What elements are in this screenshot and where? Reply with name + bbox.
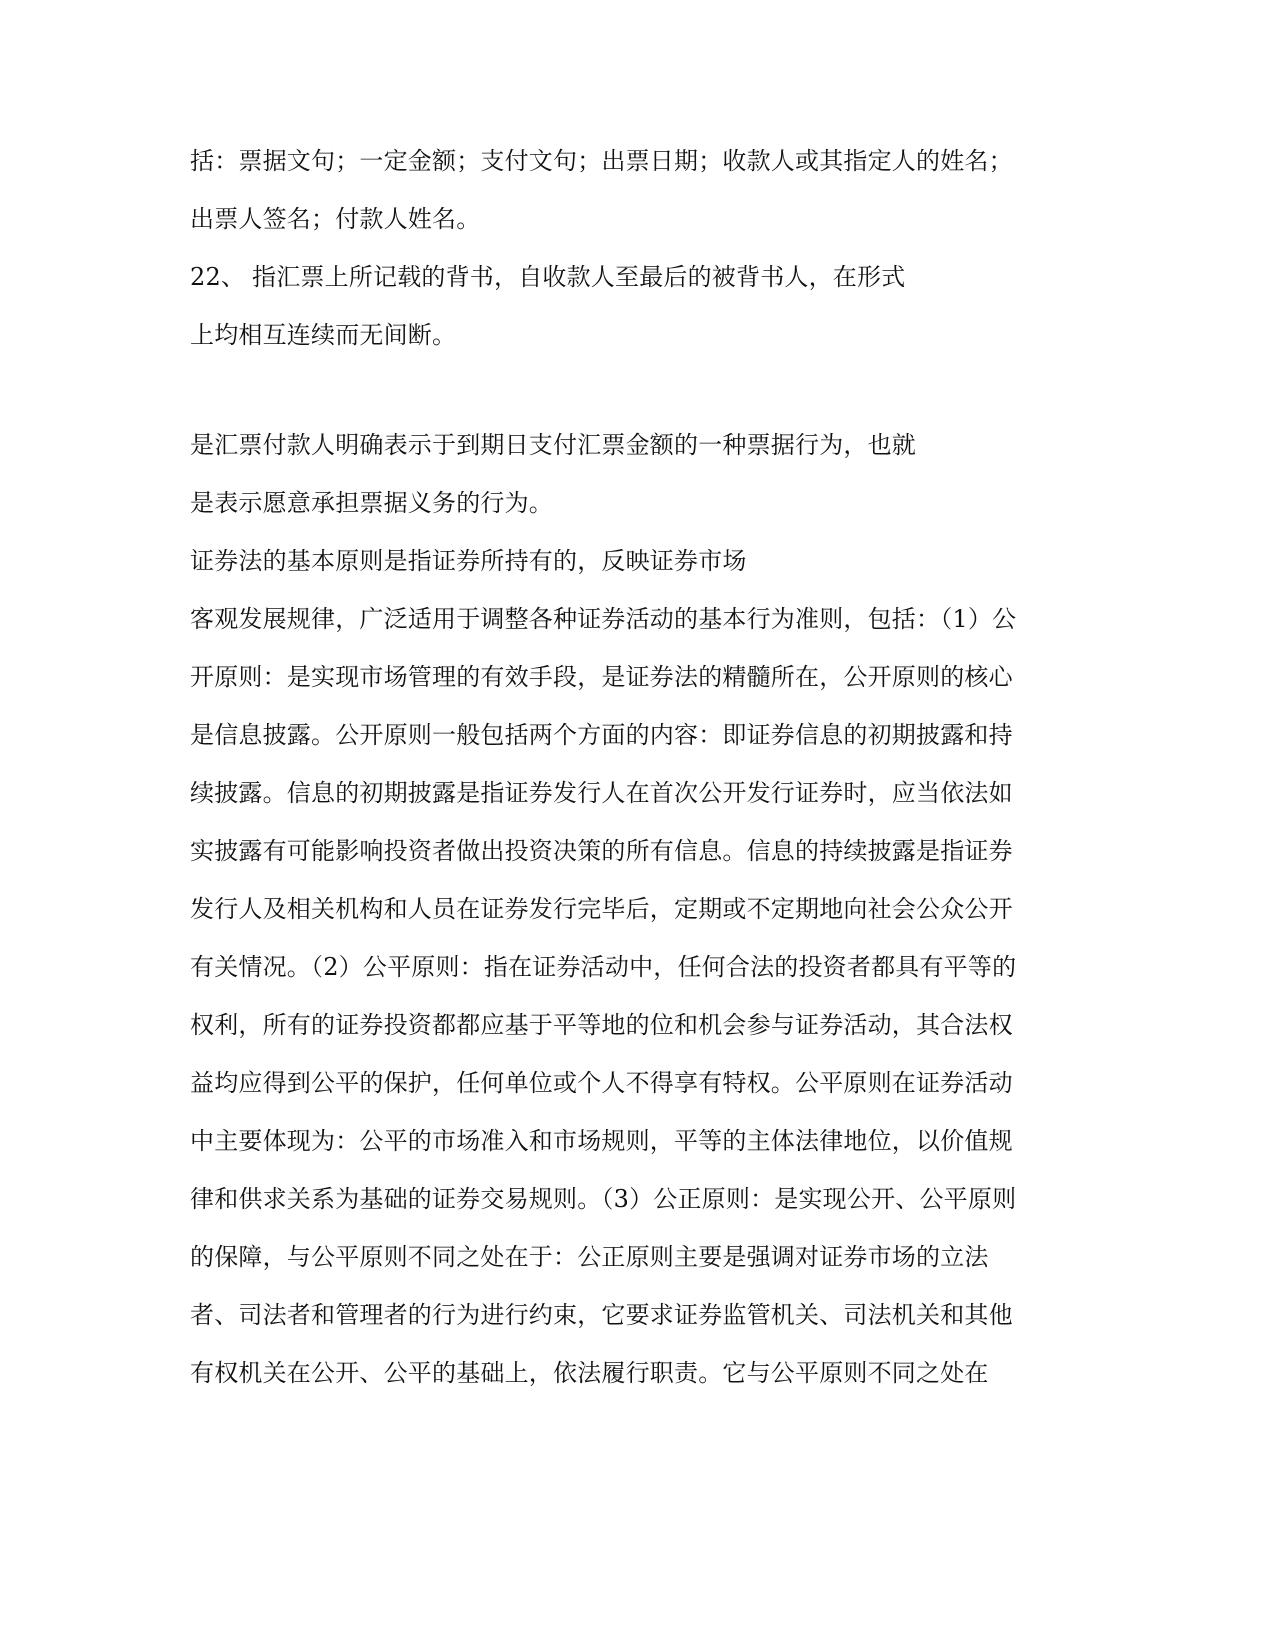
list-item-number: 22、 — [190, 263, 246, 291]
paragraph-line: 实披露有可能影响投资者做出投资决策的所有信息。信息的持续披露是指证券 — [190, 837, 1013, 865]
paragraph-line: 出票人签名；付款人姓名。 — [190, 205, 481, 233]
paragraph-line: 权利，所有的证券投资都都应基于平等地的位和机会参与证券活动，其合法权 — [190, 1011, 1013, 1039]
paragraph-line: 是表示愿意承担票据义务的行为。 — [190, 489, 553, 517]
paragraph-line: 是汇票付款人明确表示于到期日支付汇票金额的一种票据行为，也就 — [190, 431, 916, 459]
paragraph-line: 指汇票上所记载的背书，自收款人至最后的被背书人，在形式 — [252, 263, 906, 291]
paragraph-line: 益均应得到公平的保护，任何单位或个人不得享有特权。公平原则在证券活动 — [190, 1069, 1013, 1097]
paragraph-line: 上均相互连续而无间断。 — [190, 321, 457, 349]
paragraph-line: 证券法的基本原则是指证券所持有的，反映证券市场 — [190, 547, 747, 575]
paragraph-line: 开原则：是实现市场管理的有效手段，是证券法的精髓所在，公开原则的核心 — [190, 663, 1013, 691]
paragraph-line: 有关情况。（2）公平原则：指在证券活动中，任何合法的投资者都具有平等的 — [190, 953, 1017, 981]
paragraph-line: 的保障，与公平原则不同之处在于：公正原则主要是强调对证券市场的立法 — [190, 1243, 989, 1271]
paragraph-line: 律和供求关系为基础的证券交易规则。（3）公正原则：是实现公开、公平原则 — [190, 1185, 1017, 1213]
paragraph-line: 发行人及相关机构和人员在证券发行完毕后，定期或不定期地向社会公众公开 — [190, 895, 1013, 923]
paragraph-line: 客观发展规律，广泛适用于调整各种证券活动的基本行为准则，包括：（1）公 — [190, 605, 1017, 633]
paragraph-line: 中主要体现为：公平的市场准入和市场规则，平等的主体法律地位，以价值规 — [190, 1127, 1013, 1155]
paragraph-line: 者、司法者和管理者的行为进行约束，它要求证券监管机关、司法机关和其他 — [190, 1301, 1013, 1329]
list-item-22 — [190, 262, 905, 292]
paragraph-line: 续披露。信息的初期披露是指证券发行人在首次公开发行证券时，应当依法如 — [190, 779, 1013, 807]
paragraph-line: 括：票据文句；一定金额；支付文句；出票日期；收款人或其指定人的姓名； — [190, 147, 1013, 175]
paragraph-line: 有权机关在公开、公平的基础上，依法履行职责。它与公平原则不同之处在 — [190, 1359, 989, 1387]
paragraph-line: 是信息披露。公开原则一般包括两个方面的内容：即证券信息的初期披露和持 — [190, 721, 1013, 749]
